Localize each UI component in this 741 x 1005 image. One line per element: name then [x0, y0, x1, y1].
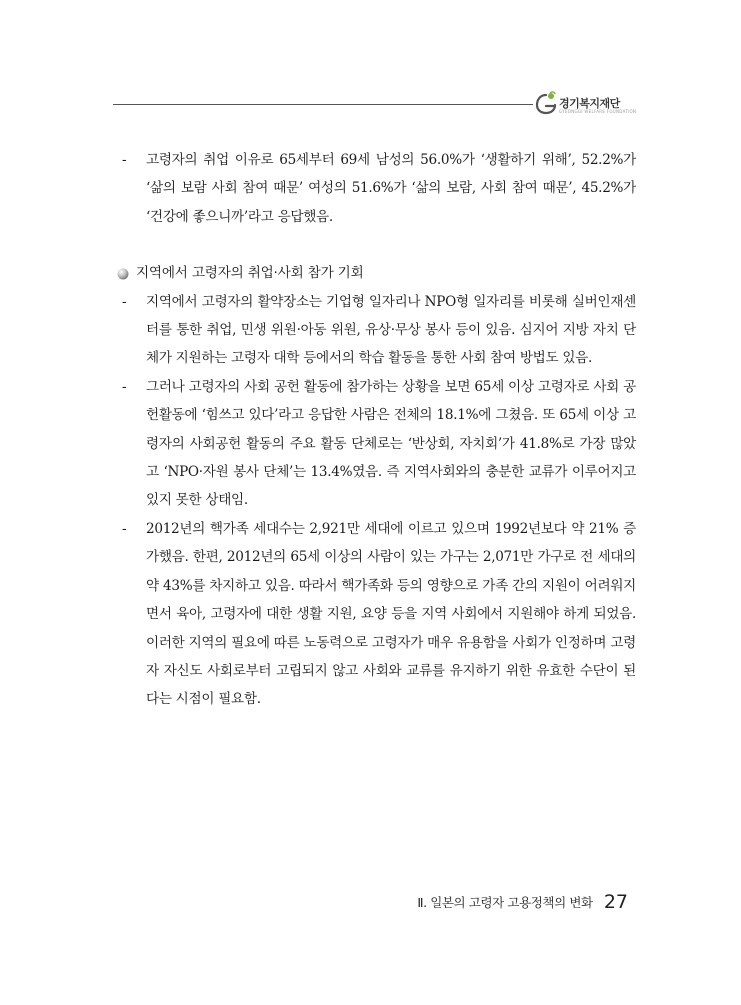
section-item [116, 515, 636, 714]
header-rule [113, 104, 533, 105]
page-body [116, 146, 636, 714]
section-heading-text: 지역에서 고령자의 취업·사회 참가 기회 [136, 265, 364, 282]
item-text: 2012년의 핵가족 세대수는 2,921만 세대에 이르고 있으며 1992년보다 약 21% 증가했음. 한편, 2012년의 65세 이상의 사람이 있는 가구는 2,071만 가구로 전 세대의 약 43%를 차지하고 있음. 따라서 핵가족화 등의 영향으로 가족 간의 지원이 어려워지면서 육아, 고령자에 대한 생활 지원, 요양 등을 지역 사회에서 지원해야 하게 되었음. 이러한 지역의 필요에 따른 노동력으로 고령자가 매우 유용함을 사회가 인정하며 고령자 자신도 사회로부터 고립되지 않고 사회와 교류를 유지하기 위한 유효한 수단이 된다는 시점이 필요함. [146, 520, 636, 708]
page-footer [417, 891, 628, 913]
sphere-bullet-icon [116, 267, 130, 281]
section-item [116, 288, 636, 373]
logo-name: 경기복지재단 [559, 97, 620, 110]
item-dash: - [122, 520, 127, 537]
item-dash: - [122, 152, 127, 168]
page-number: 27 [603, 891, 628, 913]
header-logo [535, 91, 645, 119]
footer-chapter-title: Ⅱ. 일본의 고령자 고용정책의 변화 [417, 895, 593, 910]
item-dash: - [122, 378, 127, 395]
item-dash: - [122, 293, 127, 310]
intro-item [116, 146, 636, 231]
gyeonggi-welfare-logo-mark-icon [535, 91, 557, 115]
item-text: 그러나 고령자의 사회 공헌 활동에 참가하는 상황을 보면 65세 이상 고령자로 사회 공헌활동에 ‘힘쓰고 있다’라고 응답한 사람은 전체의 18.1%에 그쳤음. 또 65세 이상 고령자의 사회공헌 활동의 주요 활동 단체로는 ‘반상회, 자치회’가 41.8%로 가장 많았고 ‘NPO·자원 봉사 단체’는 13.4%였음. 즉 지역사회와의 충분한 교류가 이루어지고 있지 못한 상태임. [146, 378, 636, 509]
item-text: 지역에서 고령자의 활약장소는 기업형 일자리나 NPO형 일자리를 비롯해 실버인재센터를 통한 취업, 민생 위원·아동 위원, 유상·무상 봉사 등이 있음. 심지어 지방 자치 단체가 지원하는 고령자 대학 등에서의 학습 활동을 통한 사회 참여 방법도 있음. [146, 293, 636, 367]
item-text: 고령자의 취업 이유로 65세부터 69세 남성의 56.0%가 ‘생활하기 위해’, 52.2%가 ‘삶의 보람 사회 참여 때문’ 여성의 51.6%가 ‘삶의 보람, 사회 참여 때문’, 45.2%가 ‘건강에 좋으니까’라고 응답했음. [146, 152, 636, 225]
section-heading [116, 259, 636, 287]
section-item [116, 373, 636, 515]
logo-subtitle: GYEONGGI WELFARE FOUNDATION [559, 109, 637, 114]
